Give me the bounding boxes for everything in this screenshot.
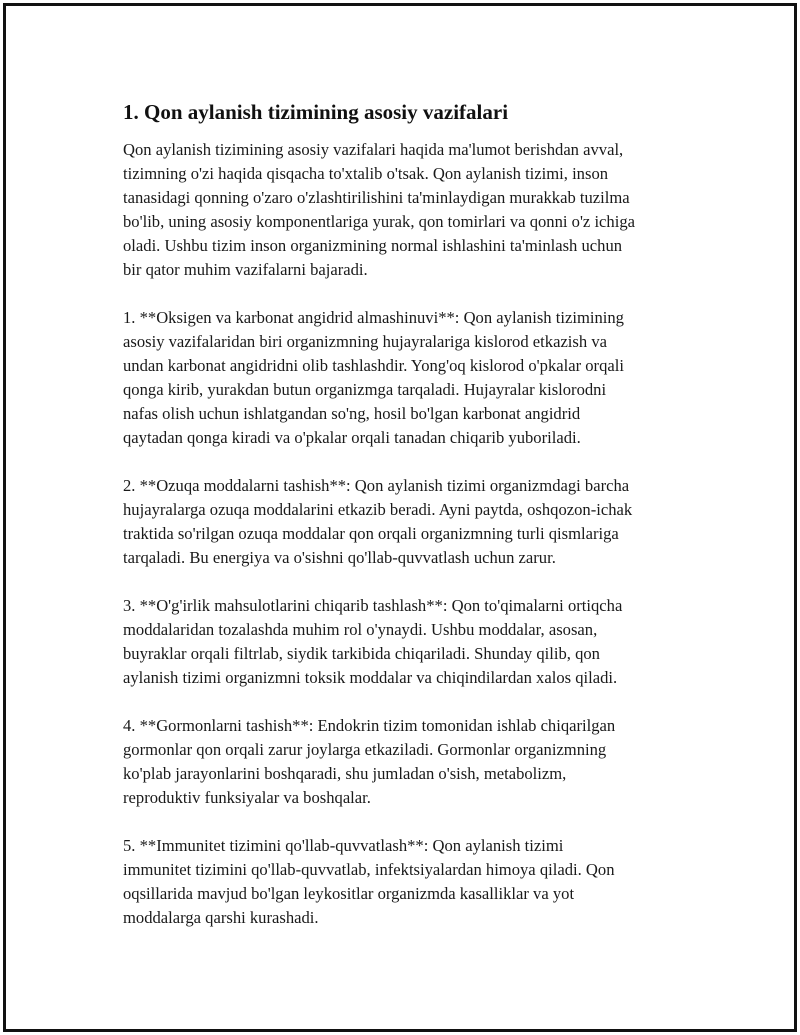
text-line: moddalarga qarshi kurashadi. (123, 908, 319, 927)
text-line: bir qator muhim vazifalarni bajaradi. (123, 260, 368, 279)
document-body (123, 98, 695, 954)
list-item-nutrient-transport (123, 474, 695, 570)
text-line: 1. **Oksigen va karbonat angidrid almashinuvi**: Qon aylanish tizimining (123, 308, 624, 327)
text-line: tanasidagi qonning o'zaro o'zlashtirilishini ta'minlaydigan murakkab tuzilma (123, 188, 630, 207)
page-frame (3, 3, 797, 1032)
text-line: gormonlar qon orqali zarur joylarga etkaziladi. Gormonlar organizmning (123, 740, 607, 759)
text-line: aylanish tizimi organizmni toksik moddalar va chiqindilardan xalos qiladi. (123, 668, 618, 687)
text-line: undan karbonat angidridni olib tashlashdir. Yong'oq kislorod o'pkalar orqali (123, 356, 624, 375)
text-line: asosiy vazifalaridan biri organizmning hujayralariga kislorod etkazish va (123, 332, 607, 351)
list-item-oxygen-exchange (123, 306, 695, 450)
text-line: traktida so'rilgan ozuqa moddalar qon orqali organizmning turli qismlariga (123, 524, 619, 543)
list-item-hormone-transport (123, 714, 695, 810)
text-line: tizimning o'zi haqida qisqacha to'xtalib o'tsak. Qon aylanish tizimi, inson (123, 164, 609, 183)
text-line: 4. **Gormonlarni tashish**: Endokrin tizim tomonidan ishlab chiqarilgan (123, 716, 616, 735)
text-line: hujayralarga ozuqa moddalarini etkazib beradi. Ayni paytda, oshqozon-ichak (123, 500, 633, 519)
text-line: moddalaridan tozalashda muhim rol o'ynaydi. Ushbu moddalar, asosan, (123, 620, 598, 639)
list-item-immune-support (123, 834, 695, 930)
text-line: buyraklar orqali filtrlab, siydik tarkibida chiqariladi. Shunday qilib, qon (123, 644, 600, 663)
text-line: 5. **Immunitet tizimini qo'llab-quvvatlash**: Qon aylanish tizimi (123, 836, 564, 855)
text-line: 2. **Ozuqa moddalarni tashish**: Qon aylanish tizimi organizmdagi barcha (123, 476, 630, 495)
text-line: ko'plab jarayonlarini boshqaradi, shu jumladan o'sish, metabolizm, (123, 764, 567, 783)
text-line: immunitet tizimini qo'llab-quvvatlab, infektsiyalardan himoya qiladi. Qon (123, 860, 615, 879)
text-line: reproduktiv funksiyalar va boshqalar. (123, 788, 371, 807)
text-line: Qon aylanish tizimining asosiy vazifalari haqida ma'lumot berishdan avval, (123, 140, 624, 159)
text-line: 3. **O'g'irlik mahsulotlarini chiqarib tashlash**: Qon to'qimalarni ortiqcha (123, 596, 623, 615)
intro-paragraph (123, 138, 695, 282)
list-item-waste-removal (123, 594, 695, 690)
text-line: oqsillarida mavjud bo'lgan leykositlar organizmda kasalliklar va yot (123, 884, 575, 903)
text-line: oladi. Ushbu tizim inson organizmining normal ishlashini ta'minlash uchun (123, 236, 623, 255)
text-line: tarqaladi. Bu energiya va o'sishni qo'llab-quvvatlash uchun zarur. (123, 548, 556, 567)
text-line: bo'lib, uning asosiy komponentlariga yurak, qon tomirlari va qonni o'z ichiga (123, 212, 635, 231)
text-line: qaytadan qonga kiradi va o'pkalar orqali tanadan chiqarib yuboriladi. (123, 428, 581, 447)
document-title: 1. Qon aylanish tizimining asosiy vazifalari (123, 100, 509, 124)
text-line: nafas olish uchun ishlatgandan so'ng, hosil bo'lgan karbonat angidrid (123, 404, 581, 423)
text-line: qonga kirib, yurakdan butun organizmga tarqaladi. Hujayralar kislorodni (123, 380, 607, 399)
